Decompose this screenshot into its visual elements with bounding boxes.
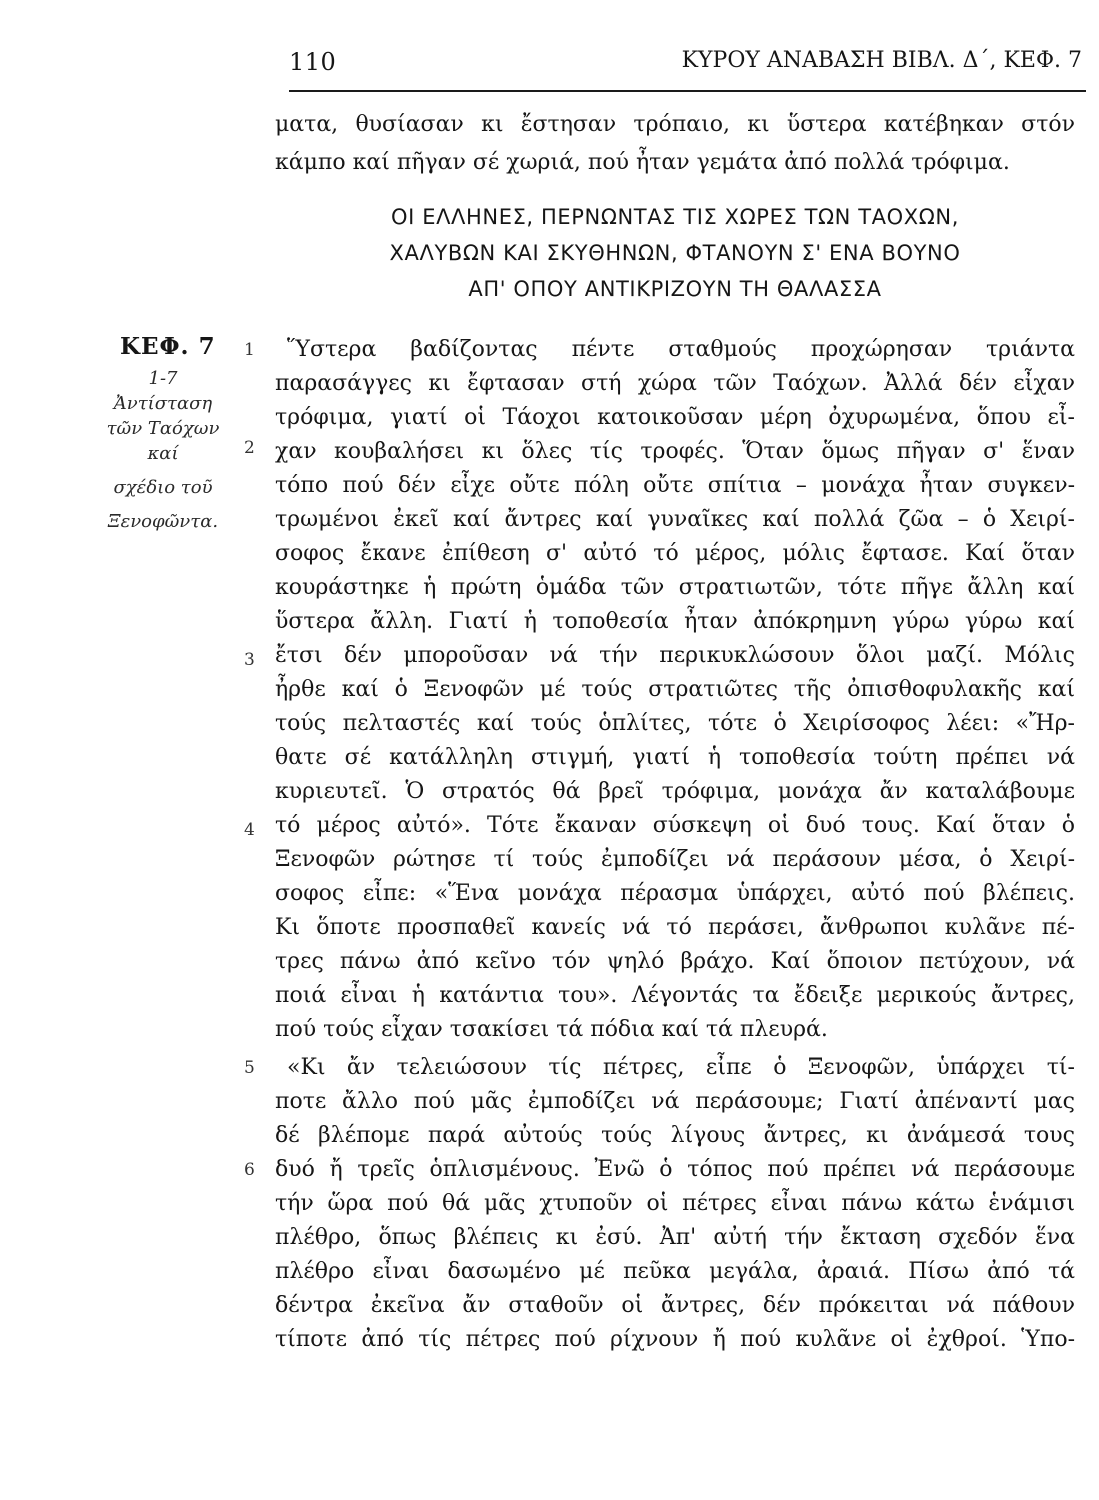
body-line: σοφος εἶπε: «Ἕνα μονάχα πέρασμα ὑπάρχει, αὐτό πού βλέπεις. [275,881,1075,906]
body-line: δυό ἤ τρεῖς ὁπλισμένους. Ἐνῶ ὁ τόπος πού πρέπει νά περάσουμε [275,1157,1075,1182]
running-title: ΚΥΡΟΥ ΑΝΑΒΑΣΗ ΒΙΒΛ. Δ΄, ΚΕΦ. 7 [681,48,1082,73]
margin-summary-line: 1-7 [148,368,178,389]
body-line: ποιά εἶναι ἡ κατάντια του». Λέγοντάς τα ἔδειξε μερικούς ἄντρες, [275,983,1075,1008]
intro-line: ματα, θυσίασαν κι ἔστησαν τρόπαιο, κι ὕστερα κατέβηκαν στόν [275,112,1075,137]
margin-summary-line: καί [147,443,179,464]
section-number: 4 [244,820,255,840]
header-rule [289,90,1086,92]
body-line: ὕστερα ἄλλη. Γιατί ἡ τοποθεσία ἦταν ἀπόκρημνη γύρω γύρω καί [275,609,1075,634]
body-line: τρες πάνω ἀπό κεῖνο τόν ψηλό βράχο. Καί ὅποιον πετύχουν, νά [275,949,1075,974]
chapter-label: ΚΕΦ. 7 [120,333,216,360]
margin-summary-line: Ἀντίσταση [113,393,213,414]
margin-summary-line: τῶν Ταόχων [106,418,220,439]
body-line: πλέθρο εἶναι δασωμένο μέ πεῦκα μεγάλα, ἀραιά. Πίσω ἀπό τά [275,1259,1075,1284]
body-line: Ὕστερα βαδίζοντας πέντε σταθμούς προχώρησαν τριάντα [287,337,1075,362]
section-number: 5 [244,1058,255,1078]
body-line: Κι ὅποτε προσπαθεῖ κανείς νά τό περάσει, ἄνθρωποι κυλᾶνε πέ- [275,915,1075,940]
margin-summary-line: Ξενοφῶντα. [107,511,219,532]
body-line: ἦρθε καί ὁ Ξενοφῶν μέ τούς στρατιῶτες τῆς ὀπισθοφυλακῆς καί [275,677,1075,702]
body-line: κυριευτεῖ. Ὁ στρατός θά βρεῖ τρόφιμα, μονάχα ἄν καταλάβουμε [275,779,1075,804]
body-line: Ξενοφῶν ρώτησε τί τούς ἐμποδίζει νά περάσουν μέσα, ὁ Χειρί- [275,847,1075,872]
section-number: 6 [244,1160,255,1180]
body-line: δέ βλέπομε παρά αὐτούς τούς λίγους ἄντρες, κι ἀνάμεσά τους [275,1123,1075,1148]
body-line: ποτε ἄλλο πού μᾶς ἐμποδίζει νά περάσουμε; Γιατί ἀπέναντί μας [275,1089,1075,1114]
section-heading-line: ΟΙ ΕΛΛΗΝΕΣ, ΠΕΡΝΩΝΤΑΣ ΤΙΣ ΧΩΡΕΣ ΤΩΝ ΤΑΟΧΩΝ, [391,205,959,229]
body-line: κουράστηκε ἡ πρώτη ὁμάδα τῶν στρατιωτῶν, τότε πῆγε ἄλλη καί [275,575,1075,600]
body-line: χαν κουβαλήσει κι ὅλες τίς τροφές. Ὅταν ὅμως πῆγαν σ' ἕναν [275,439,1075,464]
body-line: τό μέρος αὐτό». Τότε ἔκαναν σύσκεψη οἱ δυό τους. Καί ὅταν ὁ [275,813,1075,838]
body-line: σοφος ἔκανε ἐπίθεση σ' αὐτό τό μέρος, μόλις ἔφτασε. Καί ὅταν [275,541,1075,566]
body-line: ἔτσι δέν μποροῦσαν νά τήν περικυκλώσουν ὅλοι μαζί. Μόλις [275,643,1075,668]
intro-line: κάμπο καί πῆγαν σέ χωριά, πού ἦταν γεμάτα ἀπό πολλά τρόφιμα. [275,150,1010,175]
margin-summary-line: σχέδιο τοῦ [113,477,213,498]
body-line: τίποτε ἀπό τίς πέτρες πού ρίχνουν ἤ πού κυλᾶνε οἱ ἐχθροί. Ὑπο- [275,1327,1075,1352]
body-line: πλέθρο, ὅπως βλέπεις κι ἐσύ. Ἀπ' αὐτή τήν ἔκταση σχεδόν ἕνα [275,1225,1075,1250]
body-line: τούς πελταστές καί τούς ὁπλίτες, τότε ὁ Χειρίσοφος λέει: «Ἤρ- [275,711,1075,736]
body-line: «Κι ἄν τελειώσουν τίς πέτρες, εἶπε ὁ Ξενοφῶν, ὑπάρχει τί- [287,1055,1075,1080]
section-number: 3 [244,650,255,670]
section-number: 2 [244,438,255,458]
body-line: τρόφιμα, γιατί οἱ Τάοχοι κατοικοῦσαν μέρη ὀχυρωμένα, ὅπου εἶ- [275,405,1075,430]
body-line: τόπο πού δέν εἶχε οὔτε πόλη οὔτε σπίτια – μονάχα ἦταν συγκεν- [275,473,1075,498]
page-number: 110 [289,48,337,76]
body-line: τρωμένοι ἐκεῖ καί ἄντρες καί γυναῖκες καί πολλά ζῶα – ὁ Χειρί- [275,507,1075,532]
body-line: πού τούς εἶχαν τσακίσει τά πόδια καί τά πλευρά. [275,1017,828,1042]
body-line: δέντρα ἐκεῖνα ἄν σταθοῦν οἱ ἄντρες, δέν πρόκειται νά πάθουν [275,1293,1075,1318]
body-line: τήν ὥρα πού θά μᾶς χτυποῦν οἱ πέτρες εἶναι πάνω κάτω ἑνάμισι [275,1191,1075,1216]
body-line: θατε σέ κατάλληλη στιγμή, γιατί ἡ τοποθεσία τούτη πρέπει νά [275,745,1075,770]
body-line: παρασάγγες κι ἔφτασαν στή χώρα τῶν Ταόχων. Ἀλλά δέν εἶχαν [275,371,1075,396]
section-heading-line: ΧΑΛΥΒΩΝ ΚΑΙ ΣΚΥΘΗΝΩΝ, ΦΤΑΝΟΥΝ Σ' ΕΝΑ ΒΟΥΝΟ [389,241,961,265]
section-heading-line: ΑΠ' ΟΠΟΥ ΑΝΤΙΚΡΙΖΟΥΝ ΤΗ ΘΑΛΑΣΣΑ [468,277,882,301]
section-number: 1 [244,340,255,360]
